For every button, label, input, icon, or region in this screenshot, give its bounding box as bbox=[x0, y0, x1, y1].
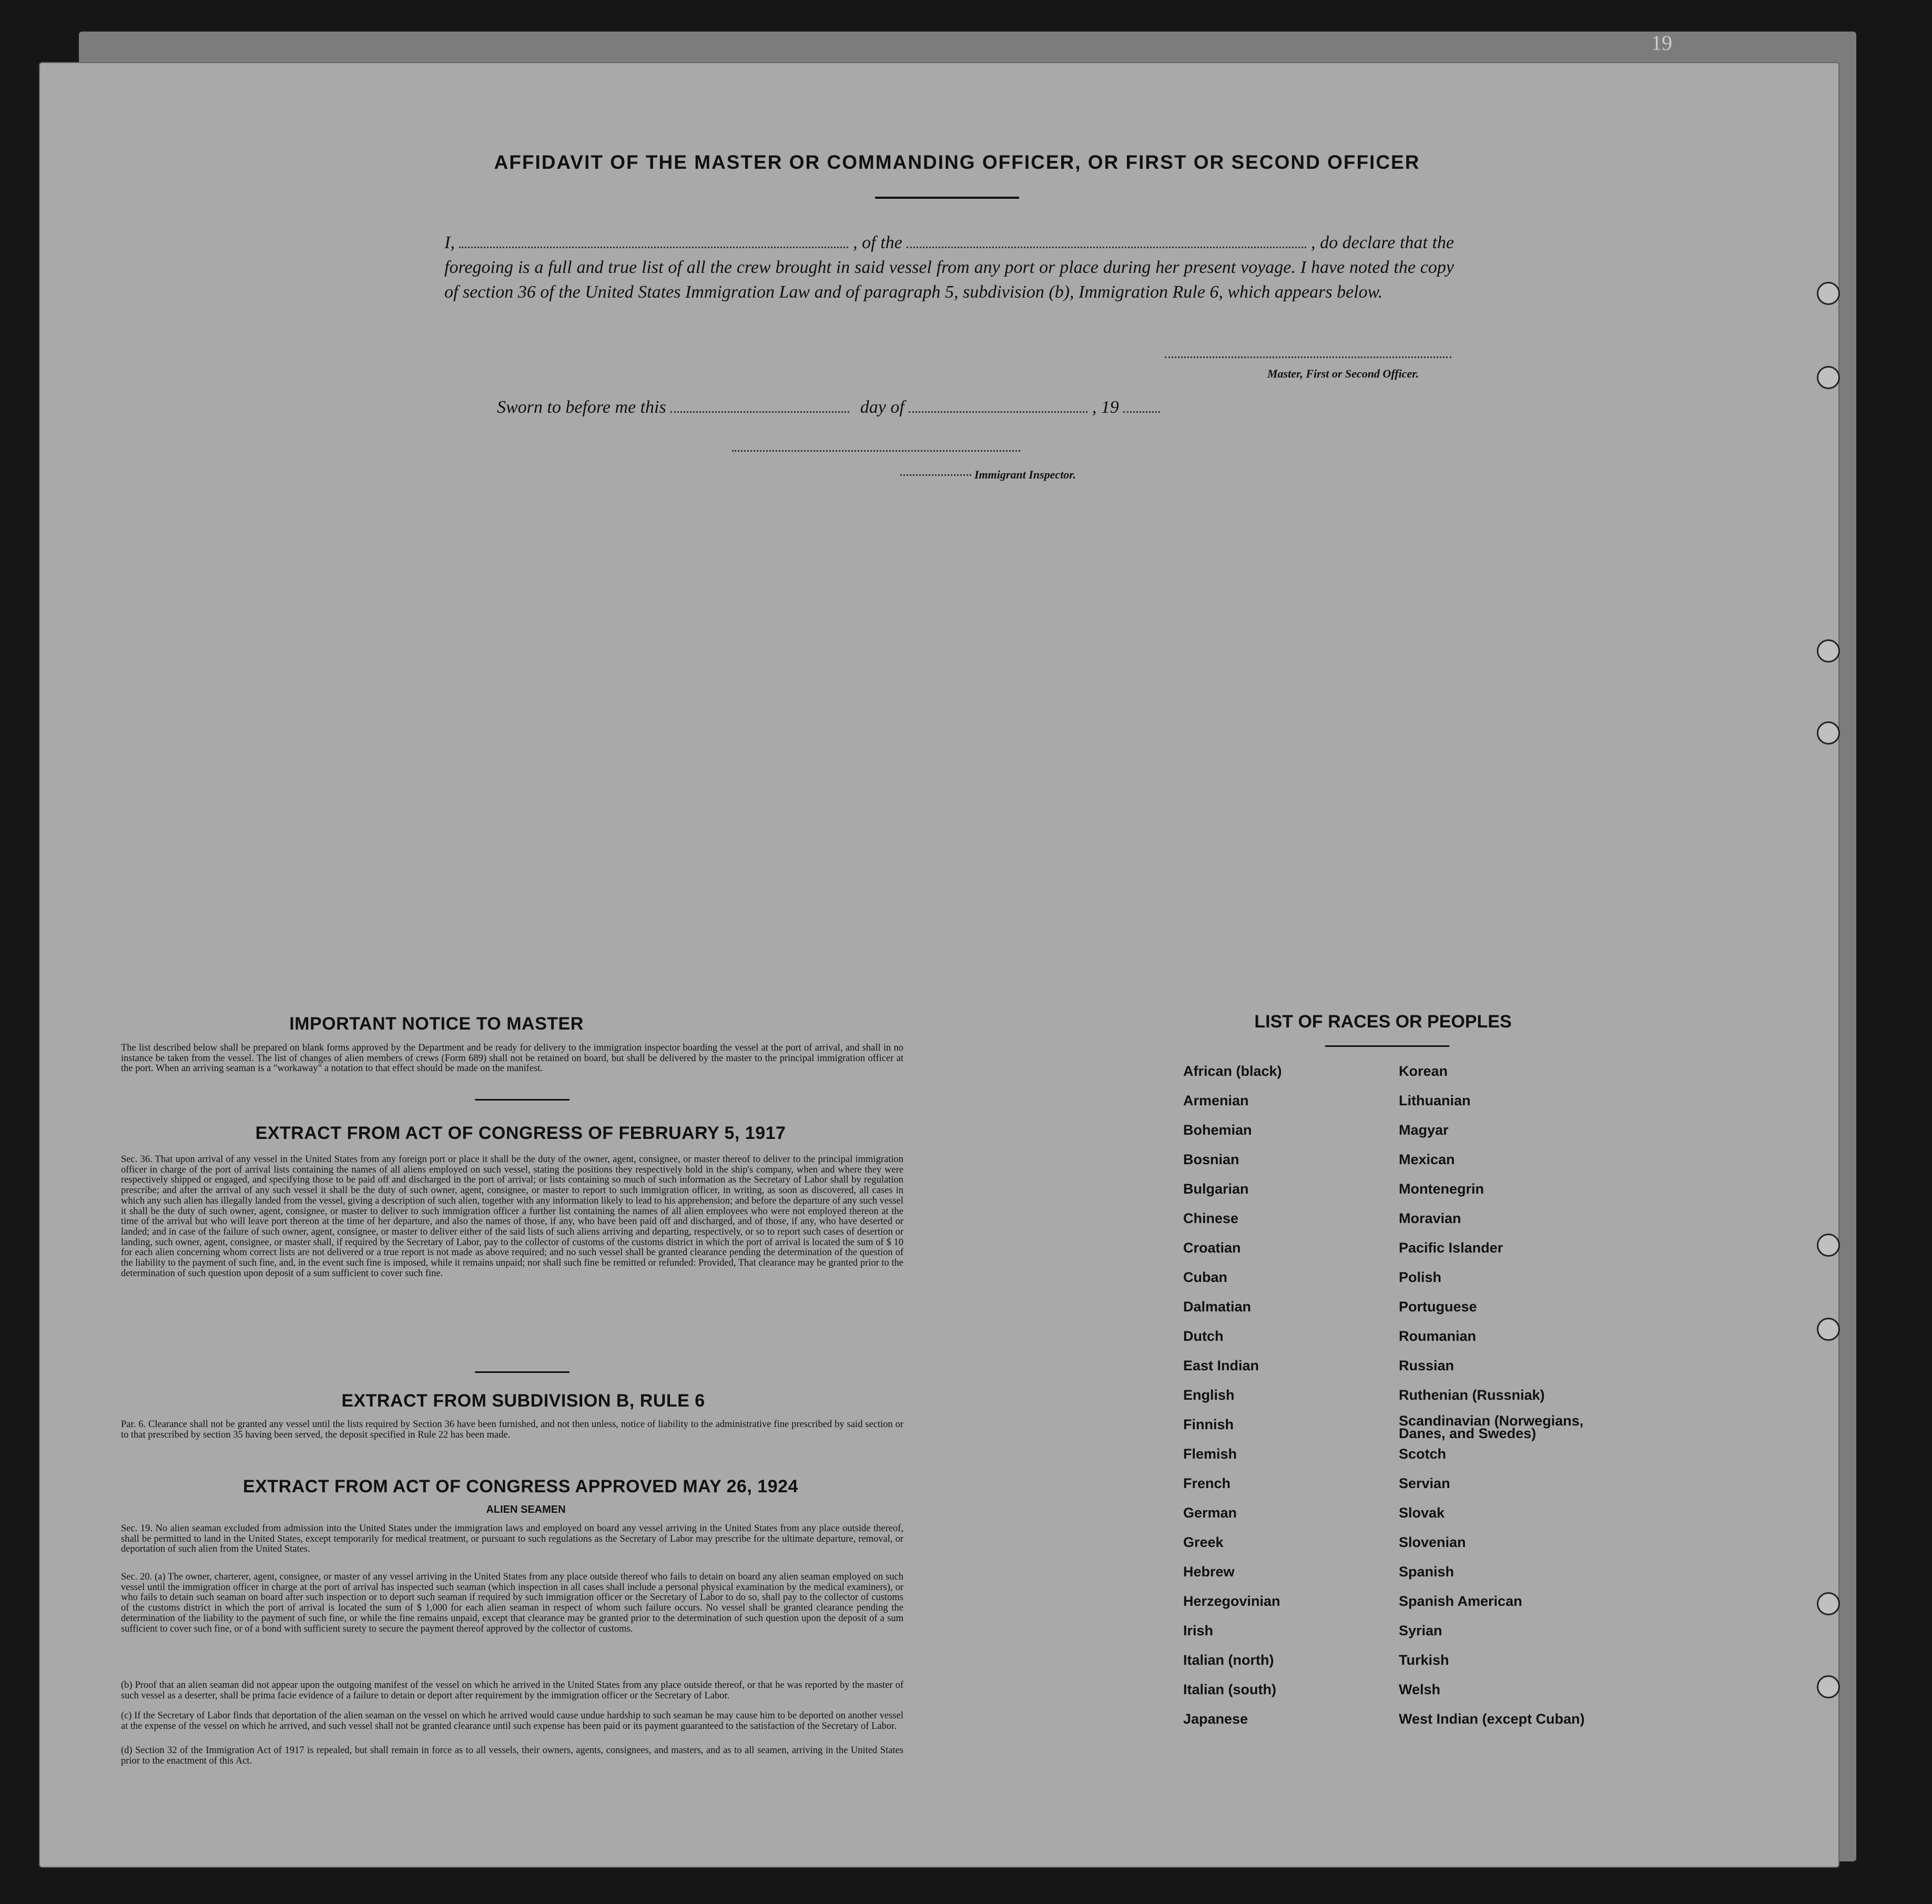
divider bbox=[475, 1371, 570, 1373]
master-signature-line[interactable] bbox=[1165, 357, 1451, 358]
inspector-short-line bbox=[900, 474, 971, 476]
race-item: Slovak bbox=[1399, 1505, 1445, 1521]
race-item: Italian (south) bbox=[1183, 1682, 1276, 1697]
extract-1924-sec20a: Sec. 20. (a) The owner, charterer, agent, consignee, or master of any vessel arriving in the United States from any place outside thereof who fails to detain on board any alien seaman employed on such vessel until the immigration officer in charge at the port of arrival has inspected such seaman (which inspection in all cases shall include a personal physical examination by the medical examiners), or who fails to detain such seaman on board after such inspection or to deport such seaman if required by such immigration officer or the Secretary of Labor to do so, shall pay to the collector of customs of the customs district in which the port of arrival is located the sum of $ 1,000 for each alien seaman in respect of whom such failure occurs. No vessel shall be granted clearance pending the determination of the liability to the payment of such fine, or while the fine remains unpaid, except that clearance may be granted prior to the determination of such question upon the deposit of a sum sufficient to cover such fine, or of a bond with sufficient surety to secure the payment thereof approved by the collector of customs. bbox=[121, 1572, 903, 1634]
title-divider bbox=[875, 197, 1019, 199]
extract-1924-title: EXTRACT FROM ACT OF CONGRESS APPROVED MAY 26, 1924 bbox=[243, 1477, 798, 1496]
sworn-year-blank[interactable] bbox=[1123, 399, 1160, 413]
race-item: Spanish American bbox=[1399, 1593, 1522, 1609]
race-item: Servian bbox=[1399, 1475, 1450, 1491]
sworn-day-blank[interactable] bbox=[670, 399, 849, 413]
extract-1924-sec20b: (b) Proof that an alien seaman did not appear upon the outgoing manifest of the vessel on which he arrived in the United States from any place outside thereof, or that he was reported by the master of such vessel as a deserter, shall be prima facie evidence of a failure to detain or deport after requirement by the immigration officer or the Secretary of Labor. bbox=[121, 1680, 903, 1701]
race-item: Finnish bbox=[1183, 1417, 1234, 1432]
race-item: Dalmatian bbox=[1183, 1299, 1252, 1315]
race-item: English bbox=[1183, 1387, 1235, 1403]
alien-seamen-subtitle: ALIEN SEAMEN bbox=[486, 1504, 566, 1515]
race-item: Croatian bbox=[1183, 1240, 1241, 1256]
race-item: Russian bbox=[1399, 1358, 1455, 1373]
sheet-number: 19 bbox=[1651, 31, 1672, 55]
race-item: German bbox=[1183, 1505, 1237, 1521]
races-divider bbox=[1325, 1045, 1449, 1047]
affidavit-i: I, bbox=[444, 233, 455, 252]
affidavit-of-the: , of the bbox=[853, 233, 902, 252]
race-item: Cuban bbox=[1183, 1269, 1227, 1285]
race-item: Scotch bbox=[1399, 1446, 1447, 1462]
race-item: Hebrew bbox=[1183, 1564, 1235, 1580]
race-item: West Indian (except Cuban) bbox=[1399, 1711, 1585, 1727]
race-item: Montenegrin bbox=[1399, 1181, 1484, 1197]
punch-hole-icon bbox=[1817, 1234, 1840, 1257]
race-item: Scandinavian (Norwegians, Danes, and Swedes) bbox=[1399, 1413, 1584, 1441]
race-item: Syrian bbox=[1399, 1623, 1442, 1638]
affidavit-title: AFFIDAVIT OF THE MASTER OR COMMANDING OFFICER, OR FIRST OR SECOND OFFICER bbox=[494, 151, 1420, 173]
race-item: Spanish bbox=[1399, 1564, 1455, 1580]
inspector-signature-line[interactable] bbox=[732, 450, 1020, 452]
race-item: Italian (north) bbox=[1183, 1652, 1274, 1668]
sworn-month-blank[interactable] bbox=[909, 399, 1087, 413]
name-blank[interactable] bbox=[459, 234, 848, 248]
race-item: Dutch bbox=[1183, 1328, 1224, 1344]
race-item: Polish bbox=[1399, 1269, 1442, 1285]
punch-hole-icon bbox=[1817, 1675, 1840, 1698]
race-item: Turkish bbox=[1399, 1652, 1449, 1668]
extract-rule6-text: Par. 6. Clearance shall not be granted any vessel until the lists required by Section 36 have been furnished, and not then unless, notice of liability to the administrative fine prescribed by said section or to that prescribed by section 35 having been served, the deposit specified in Rule 22 has been made. bbox=[121, 1419, 903, 1440]
vessel-blank[interactable] bbox=[907, 234, 1306, 248]
extract-1924-sec19: Sec. 19. No alien seaman excluded from admission into the United States under the immigration laws and employed on board any vessel arriving in the United States from any place outside thereof, shall be permitted to land in the United States, except temporarily for medical treatment, or pursuant to such regulations as the Secretary of Labor may prescribe for the ultimate departure, removal, or deportation of such alien from the United States. bbox=[121, 1523, 903, 1555]
race-item: Mexican bbox=[1399, 1152, 1455, 1167]
sworn-prefix: Sworn to before me this bbox=[497, 398, 666, 417]
punch-hole-icon bbox=[1817, 1592, 1840, 1615]
race-item: Bohemian bbox=[1183, 1122, 1252, 1138]
punch-hole-icon bbox=[1817, 366, 1840, 389]
race-item: Magyar bbox=[1399, 1122, 1449, 1138]
notice-text: The list described below shall be prepared on blank forms approved by the Department and be ready for delivery to the immigration inspector boarding the vessel at the port of arrival, and shall in no instance be taken from the vessel. The list of changes of alien members of crews (Form 689) shall not be retained on board, but shall be delivered by the master to the principal immigration officer at the port. When an arriving seaman is a "workaway" a notation to that effect should be made on the manifest. bbox=[121, 1043, 903, 1074]
race-item: Irish bbox=[1183, 1623, 1214, 1638]
punch-hole-icon bbox=[1817, 282, 1840, 305]
master-signature-caption: Master, First or Second Officer. bbox=[1267, 367, 1419, 380]
divider bbox=[475, 1099, 570, 1101]
race-item: French bbox=[1183, 1475, 1231, 1491]
race-item: Bulgarian bbox=[1183, 1181, 1249, 1197]
notice-title: IMPORTANT NOTICE TO MASTER bbox=[289, 1014, 584, 1034]
race-item: Flemish bbox=[1183, 1446, 1237, 1462]
extract-rule6-title: EXTRACT FROM SUBDIVISION B, RULE 6 bbox=[341, 1391, 705, 1411]
race-item: Japanese bbox=[1183, 1711, 1248, 1727]
race-item: Welsh bbox=[1399, 1682, 1441, 1697]
race-item: Chinese bbox=[1183, 1210, 1239, 1226]
race-item: Herzegovinian bbox=[1183, 1593, 1280, 1609]
race-item: Roumanian bbox=[1399, 1328, 1477, 1344]
affidavit-do-declare: , do declare bbox=[1310, 233, 1396, 252]
sworn-day-of: day of bbox=[860, 398, 904, 417]
race-item: Armenian bbox=[1183, 1093, 1249, 1108]
race-item: Pacific Islander bbox=[1399, 1240, 1503, 1256]
race-item: Ruthenian (Russniak) bbox=[1399, 1387, 1545, 1403]
affidavit-text bbox=[444, 230, 1454, 304]
race-item: Portuguese bbox=[1399, 1299, 1477, 1315]
punch-hole-icon bbox=[1817, 1318, 1840, 1341]
inspector-caption: Immigrant Inspector. bbox=[974, 468, 1076, 481]
punch-hole-icon bbox=[1817, 721, 1840, 745]
race-item: Slovenian bbox=[1399, 1534, 1466, 1550]
race-item: Greek bbox=[1183, 1534, 1224, 1550]
race-item: Korean bbox=[1399, 1063, 1448, 1079]
race-item: Lithuanian bbox=[1399, 1093, 1471, 1108]
race-item: East Indian bbox=[1183, 1358, 1259, 1373]
race-item: Moravian bbox=[1399, 1210, 1461, 1226]
extract-1917-text: Sec. 36. That upon arrival of any vessel in the United States from any foreign port or place it shall be the duty of the owner, agent, consignee, or master thereof to deliver to the principal immigration officer in charge of the port of arrival lists containing the names of all aliens employed on such vessel, stating the positions they respectively hold in the ship's company, when and where they were respectively shipped or engaged, and specifying those to be paid off and discharged in the port of arrival; or lists containing so much of such information as the Secretary of Labor shall by regulation prescribe; and after the arrival of any such vessel it shall be the duty of such owner, agent, consignee, or master to report to such immigration officer, in writing, as soon as discovered, all cases in which any such alien has illegally landed from the vessel, giving a description of such alien, together with any information likely to lead to his apprehension; and before the departure of any such vessel it shall be the duty of such owner, agent, consignee, or master to deliver to such immigration officer a further list containing the names of all alien employees who were not employed thereon at the time of the arrival but who will leave port thereon at the time of her departure, and also the names of those, if any, who have been paid off and discharged, and of those, if any, who have deserted or landed; and in case of the failure of such owner, agent, consignee, or master to deliver either of the said lists of such aliens arriving and departing, respectively, or so to report such cases of desertion or landing, such owner, agent, consignee, or master shall, if required by the Secretary of Labor, pay to the collector of customs of the customs district in which the port of arrival is located the sum of $ 10 for each alien concerning whom correct lists are not delivered or a true report is not made as above required; and no such vessel shall be granted clearance pending the determination of the question of the liability to the payment of such fine, and, in the event such fine is imposed, while it remains unpaid; nor shall such fine be remitted or refunded: Provided, That clearance may be granted prior to the determination of such question upon deposit of a sum sufficient to cover such fine. bbox=[121, 1154, 903, 1279]
race-item: Bosnian bbox=[1183, 1152, 1239, 1167]
affidavit-body: that the foregoing is a full and true list of all the crew brought in said vessel from any port or place during her present voyage. I have noted the copy of section 36 of the United States Immigration Law and of paragraph 5, subdivision (b), Immigration Rule 6, which appears below. bbox=[444, 233, 1455, 302]
sworn-year: , 19 bbox=[1092, 398, 1119, 417]
sworn-statement bbox=[497, 398, 1160, 418]
races-title: LIST OF RACES OR PEOPLES bbox=[1254, 1012, 1512, 1032]
extract-1917-title: EXTRACT FROM ACT OF CONGRESS OF FEBRUARY 5, 1917 bbox=[255, 1123, 786, 1143]
punch-hole-icon bbox=[1817, 639, 1840, 663]
extract-1924-sec20d: (d) Section 32 of the Immigration Act of 1917 is repealed, but shall remain in force as to all vessels, their owners, agents, consignees, and masters, and as to all seamen, arriving in the United States prior to the enactment of this Act. bbox=[121, 1745, 903, 1766]
extract-1924-sec20c: (c) If the Secretary of Labor finds that deportation of the alien seaman on the vessel on which he arrived would cause undue hardship to such seaman he may cause him to be deported on another vessel at the expense of the vessel on which he arrived, and such vessel shall not be granted clearance until such expense has been paid or its payment guaranteed to the satisfaction of the Secretary of Labor. bbox=[121, 1710, 903, 1732]
race-item: African (black) bbox=[1183, 1063, 1282, 1079]
